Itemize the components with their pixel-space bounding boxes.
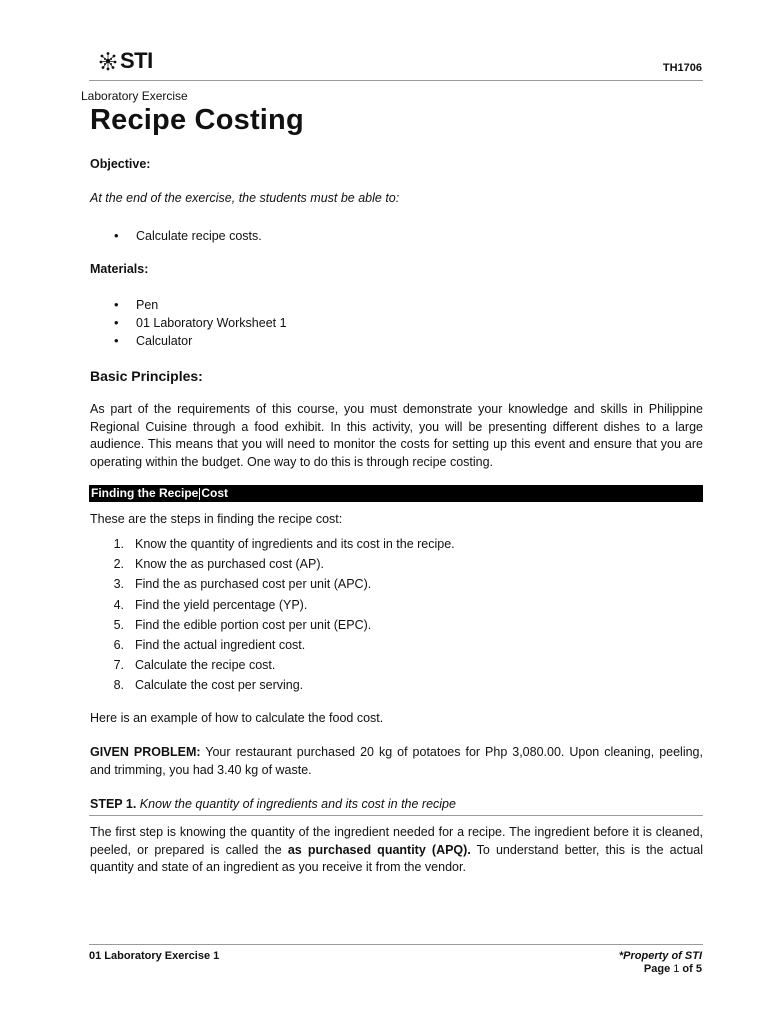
footer-right <box>619 950 702 976</box>
list-item: • Calculate recipe costs. <box>90 227 262 245</box>
given-problem-text: Your restaurant purchased 20 kg of potatoes for Php 3,080.00. Upon cleaning, peeling, and trimming, you had 3.40 kg of waste. <box>90 745 703 777</box>
objective-intro: At the end of the exercise, the students must be able to: <box>90 191 400 205</box>
step-item <box>100 534 455 554</box>
page-total: 5 <box>695 963 702 975</box>
step-item <box>100 655 455 675</box>
section-bar-text-2: Cost <box>201 486 229 500</box>
page-number: 1 <box>673 963 680 975</box>
step-item <box>100 595 455 615</box>
step1-text-bold: as purchased quantity (APQ). <box>287 842 471 857</box>
step-item <box>100 615 455 635</box>
step1-heading <box>90 797 456 811</box>
step-text: Find the actual ingredient cost. <box>135 638 306 653</box>
materials-list <box>90 296 287 351</box>
step-number: 7. <box>113 658 124 673</box>
step1-rule <box>89 815 703 816</box>
section-bar-text-1: Finding the Recipe <box>91 486 199 500</box>
step-item <box>100 554 455 574</box>
step-number: 2. <box>113 557 124 572</box>
example-intro: Here is an example of how to calculate the food cost. <box>90 711 384 725</box>
list-item: • Pen <box>90 296 287 314</box>
materials-heading: Materials: <box>90 262 149 276</box>
objective-heading: Objective: <box>90 157 151 171</box>
step-item <box>100 675 455 695</box>
header-rule <box>89 80 703 81</box>
step-item <box>100 574 455 594</box>
step1-text-b: To understand better, this is the actual quantity and state of an ingredient as you receive it from the vendor. <box>90 842 704 874</box>
step1-label: STEP 1. <box>90 797 137 811</box>
step-number: 5. <box>113 617 124 632</box>
steps-list <box>100 534 455 696</box>
page-label: Page <box>643 963 674 975</box>
given-problem-label: GIVEN PROBLEM: <box>90 745 201 759</box>
footer-property: *Property of STI <box>618 950 702 962</box>
course-code: TH1706 <box>662 62 702 74</box>
list-item: • 01 Laboratory Worksheet 1 <box>90 314 287 332</box>
step-text: Calculate the recipe cost. <box>135 658 276 673</box>
step1-title: Know the quantity of ingredients and its cost in the recipe <box>136 797 456 811</box>
step-number: 1. <box>113 537 124 551</box>
section-bar-finding-recipe-cost <box>89 485 703 502</box>
footer-doc-name: 01 Laboratory Exercise 1 <box>89 950 220 962</box>
step-number: 8. <box>113 678 124 693</box>
list-item: • Calculator <box>90 332 287 350</box>
given-problem-paragraph <box>90 744 703 779</box>
step-number: 3. <box>113 577 124 592</box>
step-text: Know the quantity of ingredients and its cost in the recipe. <box>135 537 455 551</box>
logo-text: STI <box>120 48 153 73</box>
steps-intro: These are the steps in finding the recipe cost: <box>90 512 343 526</box>
step1-text-a: The first step is knowing the quantity of the ingredient needed for a recipe. The ingredient before it is cleaned, peeled, or prepared is called the <box>90 825 703 857</box>
page-of-label: of <box>679 963 696 975</box>
step-text: Find the edible portion cost per unit (EPC). <box>135 617 372 632</box>
globe-icon <box>97 50 119 72</box>
step-text: Know the as purchased cost (AP). <box>135 557 324 572</box>
basic-principles-paragraph: As part of the requirements of this course, you must demonstrate your knowledge and skills in Philippine Regional Cuisine through a food exhibit. In this activity, you will be presenting different dishes to a large audience. This means that you will need to monitor the costs for setting up this event and ensure that you are operating within the budget. One way to do this is through recipe costing. <box>90 402 703 469</box>
page-title: Recipe Costing <box>90 104 304 136</box>
objective-list <box>90 227 262 245</box>
step-item <box>100 635 455 655</box>
step-text: Find the as purchased cost per unit (APC). <box>135 577 372 592</box>
page-indicator <box>619 963 702 976</box>
doc-type-label: Laboratory Exercise <box>81 89 188 103</box>
step-text: Calculate the cost per serving. <box>135 678 304 693</box>
step1-paragraph <box>90 824 703 877</box>
basic-principles-heading: Basic Principles: <box>90 368 203 384</box>
sti-logo <box>97 48 153 74</box>
step-number: 4. <box>113 597 124 612</box>
step-number: 6. <box>113 638 124 653</box>
step-text: Find the yield percentage (YP). <box>135 597 308 612</box>
footer-rule <box>89 944 703 945</box>
